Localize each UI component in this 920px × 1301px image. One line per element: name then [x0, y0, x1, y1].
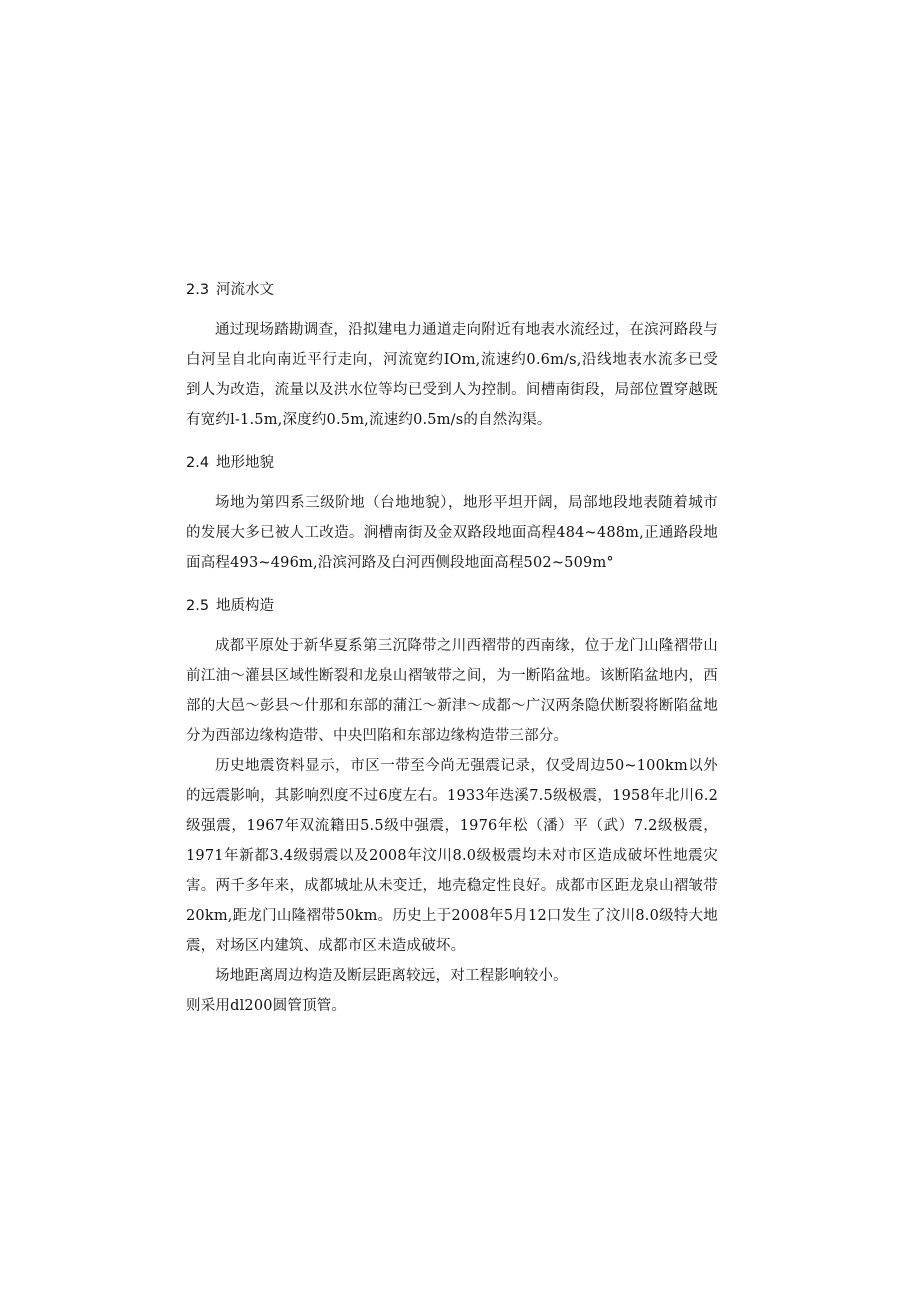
section-heading-hydrology: [186, 280, 718, 300]
paragraph-topography: 场地为第四系三级阶地（台地地貌），地形平坦开阔，局部地段地表随着城市的发展大多已被人工改造。涧槽南街及金双路段地面高程484~488m,正通路段地面高程493~496m,沿滨河路及白河西侧段地面高程502~509m°: [186, 495, 718, 571]
section-number: 2.3: [186, 282, 210, 298]
section-number: 2.5: [186, 598, 210, 614]
section-heading-topography: [186, 453, 718, 473]
section-number: 2.4: [186, 455, 210, 471]
paragraph-hydrology: 通过现场踏勘调查，沿拟建电力通道走向附近有地表水流经过，在滨河路段与白河呈自北向南近平行走向，河流宽约IOm,流速约0.6m∕s,沿线地表水流多已受到人为改造，流量以及洪水位等均已受到人为控制。间槽南街段，局部位置穿越既有宽约l-1.5m,深度约0.5m,流速约0.5m∕s的自然沟渠。: [186, 322, 718, 428]
section-heading-geology: [186, 596, 718, 616]
section-title: 地形地貌: [216, 455, 274, 471]
paragraph-geology-conclusion: 场地距离周边构造及断层距离较远，对工程影响较小。: [215, 968, 568, 984]
document-page: [186, 280, 718, 1021]
paragraph-geology-basin: 成都平原处于新华夏系第三沉降带之川西褶带的西南缘，位于龙门山隆褶带山前江油～灌县区域性断裂和龙泉山褶皱带之间，为一断陷盆地。该断陷盆地内，西部的大邑～彭县～什那和东部的蒲江～新津～成都～广汉两条隐伏断裂将断陷盆地分为西部边缘构造带、中央凹陷和东部边缘构造带三部分。: [186, 638, 718, 744]
paragraph-geology-seismic: 历史地震资料显示，市区一带至今尚无强震记录，仅受周边50~100km以外的远震影响，其影响烈度不过6度左右。1933年迭溪7.5级极震，1958年北川6.2级强震，1967年双流籍田5.5级中强震，1976年松（潘）平（武）7.2级极震，1971年新都3.4级弱震以及2008年汶川8.0级极震均未对市区造成破坏性地震灾害。两千多年来，成都城址从未变迁，地壳稳定性良好。成都市区距龙泉山褶皱带20km,距龙门山隆褶带50km。历史上于2008年5月12口发生了汶川8.0级特大地震，对场区内建筑、成都市区未造成破坏。: [186, 758, 718, 954]
section-title: 地质构造: [216, 598, 274, 614]
section-title: 河流水文: [216, 282, 274, 298]
paragraph-trailing-note: 则采用dl200圆管顶管。: [186, 998, 347, 1014]
